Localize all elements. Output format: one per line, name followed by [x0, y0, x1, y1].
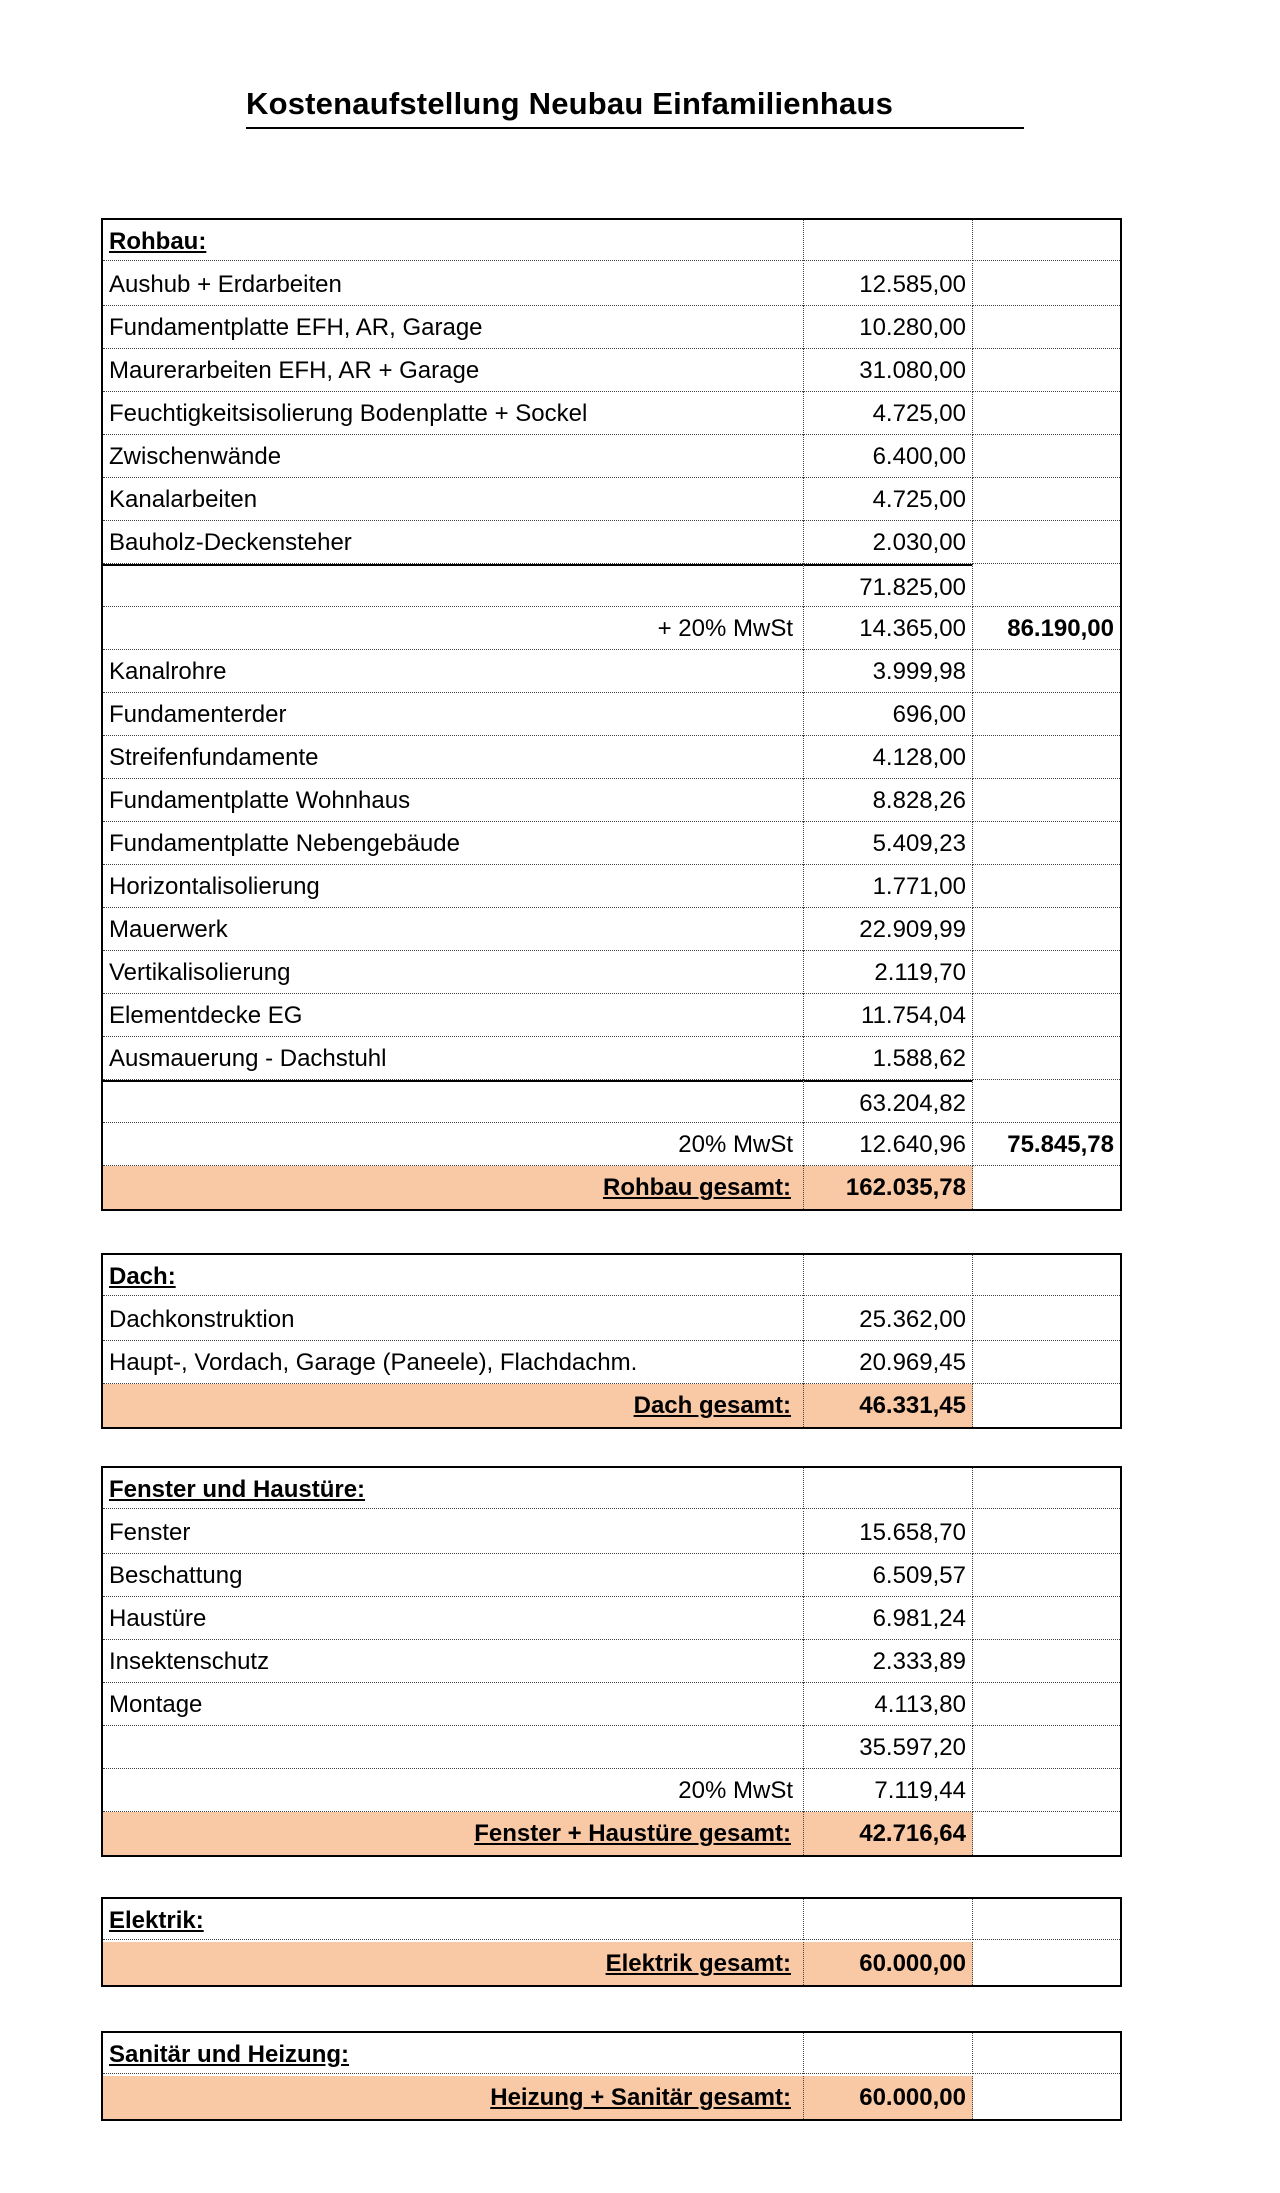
table-row [103, 1554, 1120, 1597]
total-row [103, 1166, 1120, 1209]
item-value: 2.119,70 [803, 951, 973, 994]
total-value: 42.716,64 [803, 1812, 973, 1855]
label-cell [103, 1726, 803, 1769]
table-row [103, 521, 1120, 564]
item-label: Kanalarbeiten [103, 478, 803, 521]
table-row [103, 220, 1120, 263]
table-row [103, 1255, 1120, 1298]
gross-cell [973, 1554, 1120, 1597]
mwst-row [103, 1123, 1120, 1166]
total-row [103, 1384, 1120, 1427]
table-row [103, 1037, 1120, 1080]
gross-cell [973, 736, 1120, 779]
item-label: Fundamentplatte Nebengebäude [103, 822, 803, 865]
subtotal-row [103, 1726, 1120, 1769]
gross-cell [973, 779, 1120, 822]
gross-cell [973, 1037, 1120, 1080]
item-value: 10.280,00 [803, 306, 973, 349]
item-value: 2.333,89 [803, 1640, 973, 1683]
gross-cell [973, 1384, 1120, 1427]
item-value: 6.400,00 [803, 435, 973, 478]
gross-cell [973, 1812, 1120, 1855]
subtotal-value: 35.597,20 [803, 1726, 973, 1769]
item-value: 4.113,80 [803, 1683, 973, 1726]
item-label: Haustüre [103, 1597, 803, 1640]
table-row [103, 994, 1120, 1037]
gross-cell [973, 1899, 1120, 1940]
gross-cell [973, 349, 1120, 392]
gross-cell [973, 951, 1120, 994]
subtotal-row [103, 564, 1120, 607]
mwst-value: 7.119,44 [803, 1769, 973, 1812]
item-label: Streifenfundamente [103, 736, 803, 779]
item-value: 1.771,00 [803, 865, 973, 908]
item-label: Horizontalisolierung [103, 865, 803, 908]
table-row [103, 822, 1120, 865]
item-label: Maurerarbeiten EFH, AR + Garage [103, 349, 803, 392]
gross-cell [973, 521, 1120, 564]
item-label: Fundamentplatte Wohnhaus [103, 779, 803, 822]
table-row [103, 1899, 1120, 1942]
total-row [103, 2076, 1120, 2119]
table-row [103, 263, 1120, 306]
item-value: 696,00 [803, 693, 973, 736]
gross-cell [973, 1640, 1120, 1683]
mwst-value: 14.365,00 [803, 607, 973, 650]
item-label: Beschattung [103, 1554, 803, 1597]
gross-cell [973, 1769, 1120, 1812]
total-label: Fenster + Haustüre gesamt: [103, 1812, 803, 1855]
value-cell [803, 1899, 973, 1940]
gross-cell [973, 1166, 1120, 1209]
item-value: 20.969,45 [803, 1341, 973, 1384]
dach-table [101, 1253, 1122, 1429]
item-value: 6.509,57 [803, 1554, 973, 1597]
gross-cell [973, 1511, 1120, 1554]
gross-cell [973, 650, 1120, 693]
item-value: 4.128,00 [803, 736, 973, 779]
table-row [103, 478, 1120, 521]
total-value: 60.000,00 [803, 1942, 973, 1985]
gross-cell [973, 392, 1120, 435]
item-label: Elementdecke EG [103, 994, 803, 1037]
item-value: 15.658,70 [803, 1511, 973, 1554]
total-value: 162.035,78 [803, 1166, 973, 1209]
section-heading: Fenster und Haustüre: [103, 1468, 803, 1509]
item-value: 1.588,62 [803, 1037, 973, 1080]
item-label: Feuchtigkeitsisolierung Bodenplatte + Sockel [103, 392, 803, 435]
table-row [103, 736, 1120, 779]
total-label: Elektrik gesamt: [103, 1942, 803, 1985]
total-label: Heizung + Sanitär gesamt: [103, 2076, 803, 2119]
item-label: Dachkonstruktion [103, 1298, 803, 1341]
gross-cell [973, 478, 1120, 521]
item-value: 22.909,99 [803, 908, 973, 951]
gross-cell [973, 1683, 1120, 1726]
item-value: 4.725,00 [803, 478, 973, 521]
gross-cell [973, 1942, 1120, 1985]
item-label: Vertikalisolierung [103, 951, 803, 994]
gross-cell [973, 564, 1120, 607]
item-value: 11.754,04 [803, 994, 973, 1037]
subtotal-value: 63.204,82 [803, 1080, 973, 1123]
value-cell [803, 1255, 973, 1296]
item-value: 5.409,23 [803, 822, 973, 865]
item-label: Fundamenterder [103, 693, 803, 736]
gross-value: 75.845,78 [973, 1123, 1120, 1166]
rohbau-table [101, 218, 1122, 1211]
item-label: Zwischenwände [103, 435, 803, 478]
mwst-value: 12.640,96 [803, 1123, 973, 1166]
table-row [103, 1597, 1120, 1640]
table-row [103, 1341, 1120, 1384]
total-label: Dach gesamt: [103, 1384, 803, 1427]
table-row [103, 306, 1120, 349]
item-value: 2.030,00 [803, 521, 973, 564]
table-row [103, 2033, 1120, 2076]
table-row [103, 650, 1120, 693]
total-value: 60.000,00 [803, 2076, 973, 2119]
gross-cell [973, 2033, 1120, 2074]
mwst-label: 20% MwSt [103, 1123, 803, 1166]
table-row [103, 1298, 1120, 1341]
item-label: Montage [103, 1683, 803, 1726]
item-value: 12.585,00 [803, 263, 973, 306]
mwst-label: + 20% MwSt [103, 607, 803, 650]
item-label: Mauerwerk [103, 908, 803, 951]
item-label: Ausmauerung - Dachstuhl [103, 1037, 803, 1080]
gross-cell [973, 1468, 1120, 1509]
gross-cell [973, 1255, 1120, 1296]
gross-cell [973, 693, 1120, 736]
item-label: Haupt-, Vordach, Garage (Paneele), Flachdachm. [103, 1341, 803, 1384]
table-row [103, 779, 1120, 822]
elektrik-table [101, 1897, 1122, 1987]
sanitaer-table [101, 2031, 1122, 2121]
gross-cell [973, 263, 1120, 306]
total-row [103, 1812, 1120, 1855]
gross-cell [973, 1726, 1120, 1769]
mwst-row [103, 1769, 1120, 1812]
gross-cell [973, 306, 1120, 349]
table-row [103, 349, 1120, 392]
table-row [103, 908, 1120, 951]
table-row [103, 1468, 1120, 1511]
total-value: 46.331,45 [803, 1384, 973, 1427]
mwst-label: 20% MwSt [103, 1769, 803, 1812]
value-cell [803, 1468, 973, 1509]
total-row [103, 1942, 1120, 1985]
page-title: Kostenaufstellung Neubau Einfamilienhaus [246, 84, 1024, 129]
table-row [103, 1511, 1120, 1554]
item-value: 6.981,24 [803, 1597, 973, 1640]
item-value: 25.362,00 [803, 1298, 973, 1341]
gross-cell [973, 908, 1120, 951]
subtotal-row [103, 1080, 1120, 1123]
gross-cell [973, 994, 1120, 1037]
gross-cell [973, 1341, 1120, 1384]
fenster-table [101, 1466, 1122, 1857]
item-label: Insektenschutz [103, 1640, 803, 1683]
gross-cell [973, 1298, 1120, 1341]
item-label: Kanalrohre [103, 650, 803, 693]
value-cell [803, 220, 973, 261]
item-value: 31.080,00 [803, 349, 973, 392]
total-label: Rohbau gesamt: [103, 1166, 803, 1209]
table-row [103, 435, 1120, 478]
subtotal-value: 71.825,00 [803, 564, 973, 607]
section-heading: Dach: [103, 1255, 803, 1296]
gross-cell [973, 435, 1120, 478]
gross-cell [973, 1597, 1120, 1640]
item-label: Bauholz-Deckensteher [103, 521, 803, 564]
table-row [103, 1683, 1120, 1726]
gross-value: 86.190,00 [973, 607, 1120, 650]
gross-cell [973, 2076, 1120, 2119]
table-row [103, 951, 1120, 994]
gross-cell [973, 822, 1120, 865]
table-row [103, 693, 1120, 736]
item-label: Aushub + Erdarbeiten [103, 263, 803, 306]
section-heading: Rohbau: [103, 220, 803, 261]
gross-cell [973, 1080, 1120, 1123]
item-value: 4.725,00 [803, 392, 973, 435]
section-heading: Elektrik: [103, 1899, 803, 1940]
table-row [103, 865, 1120, 908]
gross-cell [973, 865, 1120, 908]
item-value: 3.999,98 [803, 650, 973, 693]
label-cell [103, 1080, 803, 1123]
section-heading: Sanitär und Heizung: [103, 2033, 803, 2074]
table-row [103, 1640, 1120, 1683]
gross-cell [973, 220, 1120, 261]
item-label: Fenster [103, 1511, 803, 1554]
label-cell [103, 564, 803, 607]
value-cell [803, 2033, 973, 2074]
item-value: 8.828,26 [803, 779, 973, 822]
table-row [103, 392, 1120, 435]
mwst-row [103, 607, 1120, 650]
item-label: Fundamentplatte EFH, AR, Garage [103, 306, 803, 349]
